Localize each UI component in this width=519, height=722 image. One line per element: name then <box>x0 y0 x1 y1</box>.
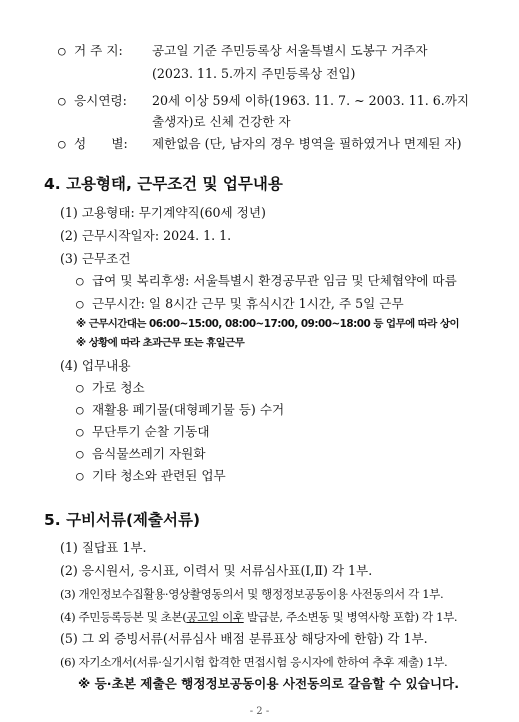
duty-text: 음식물쓰레기 자원화 <box>92 446 206 461</box>
bullet: ○ <box>76 380 84 395</box>
residence-cont: (2023. 11. 5.까지 주민등록상 전입) <box>152 66 356 81</box>
residence-label: 거 주 지: <box>74 43 123 58</box>
item4-pre: (4) 주민등록등본 및 초본( <box>60 610 187 624</box>
document-item: (3) 개인정보수집활용·영상촬영동의서 및 행정정보공동이용 사전동의서 각 1부. <box>60 587 444 601</box>
condition-item <box>76 273 457 289</box>
duty-item <box>76 424 210 440</box>
item4-underlined: 공고일 이후 <box>186 610 244 624</box>
duty-item <box>76 468 226 484</box>
bullet: ○ <box>76 446 84 461</box>
submission-note: ※ 등·초본 제출은 행정정보공동이용 사전동의로 갈음할 수 있습니다. <box>78 676 459 691</box>
document-item-4 <box>60 609 457 625</box>
residence-text: 공고일 기준 주민등록상 서울특별시 도봉구 거주자 <box>152 43 428 58</box>
duty-text: 기타 청소와 관련된 업무 <box>92 468 226 483</box>
item4-post: 발급분, 주소변동 및 병역사항 포함) 각 1부. <box>243 610 458 624</box>
document-item: (5) 그 외 증빙서류(서류심사 배점 분류표상 해당자에 한함) 각 1부. <box>60 631 428 646</box>
gender-label: 성 별: <box>74 136 128 151</box>
bullet: ○ <box>76 296 84 311</box>
duty-text: 재활용 폐기물(대형폐기물 등) 수거 <box>92 402 285 417</box>
age-line <box>58 93 469 109</box>
work-hours-note: ※ 근무시간대는 06:00~15:00, 08:00~17:00, 09:00~18:00 등 업무에 따라 상이 <box>76 318 460 330</box>
gender-line <box>58 136 462 152</box>
document-item: (1) 질답표 1부. <box>60 540 147 555</box>
condition-item <box>76 296 404 312</box>
bullet: ○ <box>76 273 84 288</box>
document-item: (2) 응시원서, 응시표, 이력서 및 서류심사표(Ⅰ,Ⅱ) 각 1부. <box>60 563 373 578</box>
duty-item <box>76 402 284 418</box>
age-text: 20세 이상 59세 이하(1963. 11. 7. ~ 2003. 11. 6.까지 <box>152 93 470 108</box>
section5-title: 5. 구비서류(제출서류) <box>44 511 201 529</box>
gender-text: 제한없음 (단, 남자의 경우 병역을 필하였거나 면제된 자) <box>152 136 462 151</box>
duty-item <box>76 446 206 462</box>
section4-title: 4. 고용형태, 근무조건 및 업무내용 <box>44 175 283 193</box>
bullet: ○ <box>76 402 84 417</box>
age-label: 응시연령: <box>74 93 127 108</box>
age-cont: 출생자)로 신체 건강한 자 <box>152 114 291 129</box>
employment-type: (1) 고용형태: 무기계약직(60세 정년) <box>60 205 266 220</box>
bullet: ○ <box>76 468 84 483</box>
duty-item <box>76 380 145 396</box>
bullet: ○ <box>58 93 66 108</box>
condition-text: 근무시간: 일 8시간 근무 및 휴식시간 1시간, 주 5일 근무 <box>92 296 404 311</box>
duties-title: (4) 업무내용 <box>60 358 131 373</box>
bullet: ○ <box>58 136 66 151</box>
condition-text: 급여 및 복리후생: 서울특별시 환경공무관 임금 및 단체협약에 따름 <box>92 273 457 288</box>
page-number: - 2 - <box>249 706 270 717</box>
document-item: (6) 자기소개서(서류·실기시험 합격한 면접시험 응시자에 한하여 추후 제출) 1부. <box>60 655 448 669</box>
duty-text: 무단투기 순찰 기동대 <box>92 424 210 439</box>
residence-line <box>58 43 428 59</box>
bullet: ○ <box>76 424 84 439</box>
bullet: ○ <box>58 43 66 58</box>
start-date: (2) 근무시작일자: 2024. 1. 1. <box>60 228 232 243</box>
duty-text: 가로 청소 <box>92 380 145 395</box>
conditions-title: (3) 근무조건 <box>60 251 131 266</box>
overtime-note: ※ 상황에 따라 초과근무 또는 휴일근무 <box>76 337 245 349</box>
